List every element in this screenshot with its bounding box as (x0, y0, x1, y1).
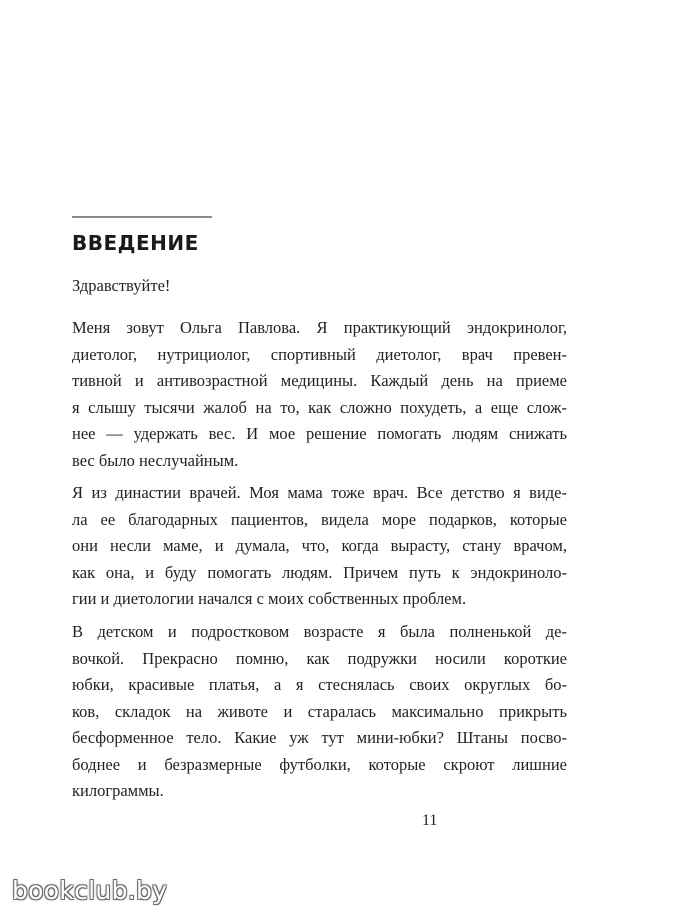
text-line: Меня зовут Ольга Павлова. Я практикующий эндокринолог, (72, 318, 567, 337)
text-line: вес было неслучайным. (72, 450, 239, 470)
text-line: вочкой. Прекрасно помню, как подружки носили короткие (72, 648, 567, 668)
page-number: 11 (422, 812, 438, 829)
text-line: В детском и подростковом возрасте я была полненькой де- (72, 622, 567, 641)
text-line: ков, складок на животе и старалась максимально прикрыть (72, 701, 567, 721)
text-line: бесформенное тело. Какие уж тут мини-юбки? Штаны посво- (72, 728, 567, 747)
paragraph-greeting (72, 273, 567, 300)
text-line: я слышу тысячи жалоб на то, как сложно похудеть, а еще слож- (72, 397, 567, 417)
text-line: Здравствуйте! (72, 276, 171, 295)
paragraph-introduction (72, 315, 567, 474)
text-line: юбки, красивые платья, а я стеснялась своих округлых бо- (72, 675, 567, 694)
text-line: Я из династии врачей. Моя мама тоже врач. Все детство я виде- (72, 483, 567, 502)
text-line: как она, и буду помогать людям. Причем путь к эндокриноло- (72, 562, 567, 582)
text-line: боднее и безразмерные футболки, которые скроют лишние (72, 754, 567, 774)
text-line: ла ее благодарных пациентов, видела море подарков, которые (72, 509, 567, 529)
paragraph-childhood (72, 619, 567, 805)
chapter-title: ВВЕДЕНИЕ (72, 231, 199, 255)
text-line: они несли маме, и думала, что, когда вырасту, стану врачом, (72, 536, 567, 555)
paragraph-family (72, 480, 567, 613)
text-line: диетолог, нутрициолог, спортивный диетолог, врач превен- (72, 344, 567, 364)
watermark: bookclub.by (12, 876, 168, 905)
chapter-rule (72, 216, 212, 218)
text-line: гии и диетологии начался с моих собственных проблем. (72, 589, 467, 608)
text-line: нее — удержать вес. И мое решение помогать людям снижать (72, 424, 567, 443)
text-line: тивной и антивозрастной медицины. Каждый день на приеме (72, 371, 567, 390)
text-line: килограммы. (72, 781, 164, 800)
